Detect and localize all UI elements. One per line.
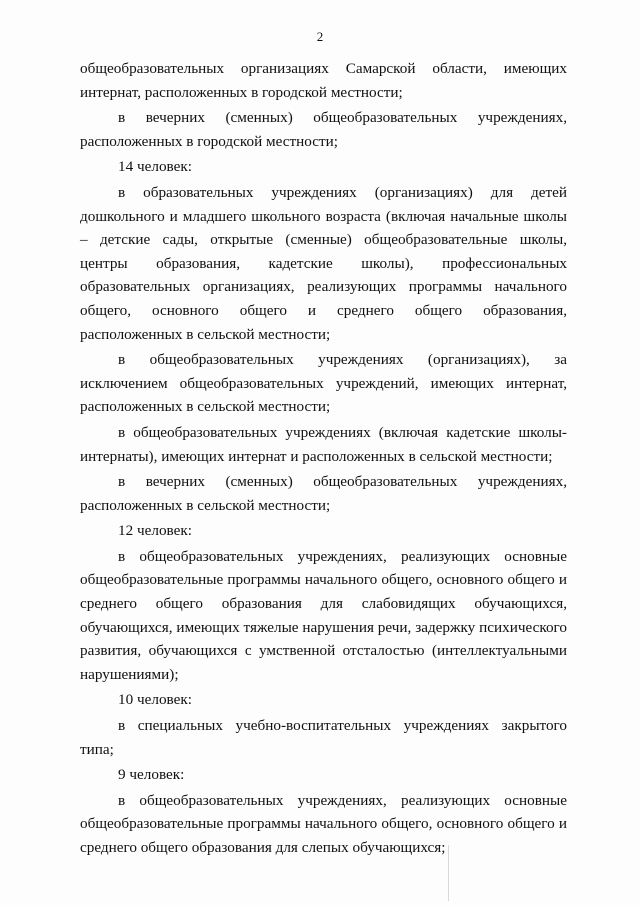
heading-12-people: 12 человек: [118, 522, 192, 540]
paragraph-blind-students: в общеобразовательных учреждениях, реализующих основные общеобразовательные программы начального общего, основного общего и среднего общего образования для слепых обучающихся; [80, 791, 567, 856]
page-number: 2 [316, 29, 324, 44]
paragraph-closed-type: в специальных учебно-воспитательных учреждениях закрытого типа; [80, 717, 567, 758]
paragraph-evening-urban: в вечерних (сменных) общеобразовательных учреждениях, расположенных в городской местности; [80, 109, 567, 150]
document-body [80, 57, 567, 860]
scan-artifact [448, 845, 449, 901]
paragraph-preschool-rural: в образовательных учреждениях (организациях) для детей дошкольного и младшего школьного возраста (включая начальные школы – детские сады, открытые (сменные) общеобразовательные школы, центры образования, кадетские школы), профессиональных образовательных организациях, реализующих программы начального общего, основного общего и среднего общего образования, расположенных в сельской местности; [80, 183, 567, 343]
paragraph-boarding-rural: в общеобразовательных учреждениях (включая кадетские школы-интернаты), имеющих интернат и расположенных в сельской местности; [80, 423, 567, 465]
heading-9-people: 9 человек: [118, 766, 185, 784]
paragraph-continuation: общеобразовательных организациях Самарской области, имеющих интернат, расположенных в городской местности; [80, 60, 567, 101]
paragraph-evening-rural: в вечерних (сменных) общеобразовательных учреждениях, расположенных в сельской местности; [80, 473, 567, 514]
heading-10-people: 10 человек: [118, 691, 192, 709]
paragraph-general-rural: в общеобразовательных учреждениях (организациях), за исключением общеобразовательных учреждений, имеющих интернат, расположенных в сельской местности; [80, 351, 567, 416]
heading-14-people: 14 человек: [118, 158, 192, 176]
paragraph-special-needs: в общеобразовательных учреждениях, реализующих основные общеобразовательные программы начального общего, основного общего и среднего общего образования для слабовидящих обучающихся, обучающихся, имеющих тяжелые нарушения речи, задержку психического развития, обучающихся с умственной отсталостью (интеллектуальными нарушениями); [80, 547, 567, 683]
